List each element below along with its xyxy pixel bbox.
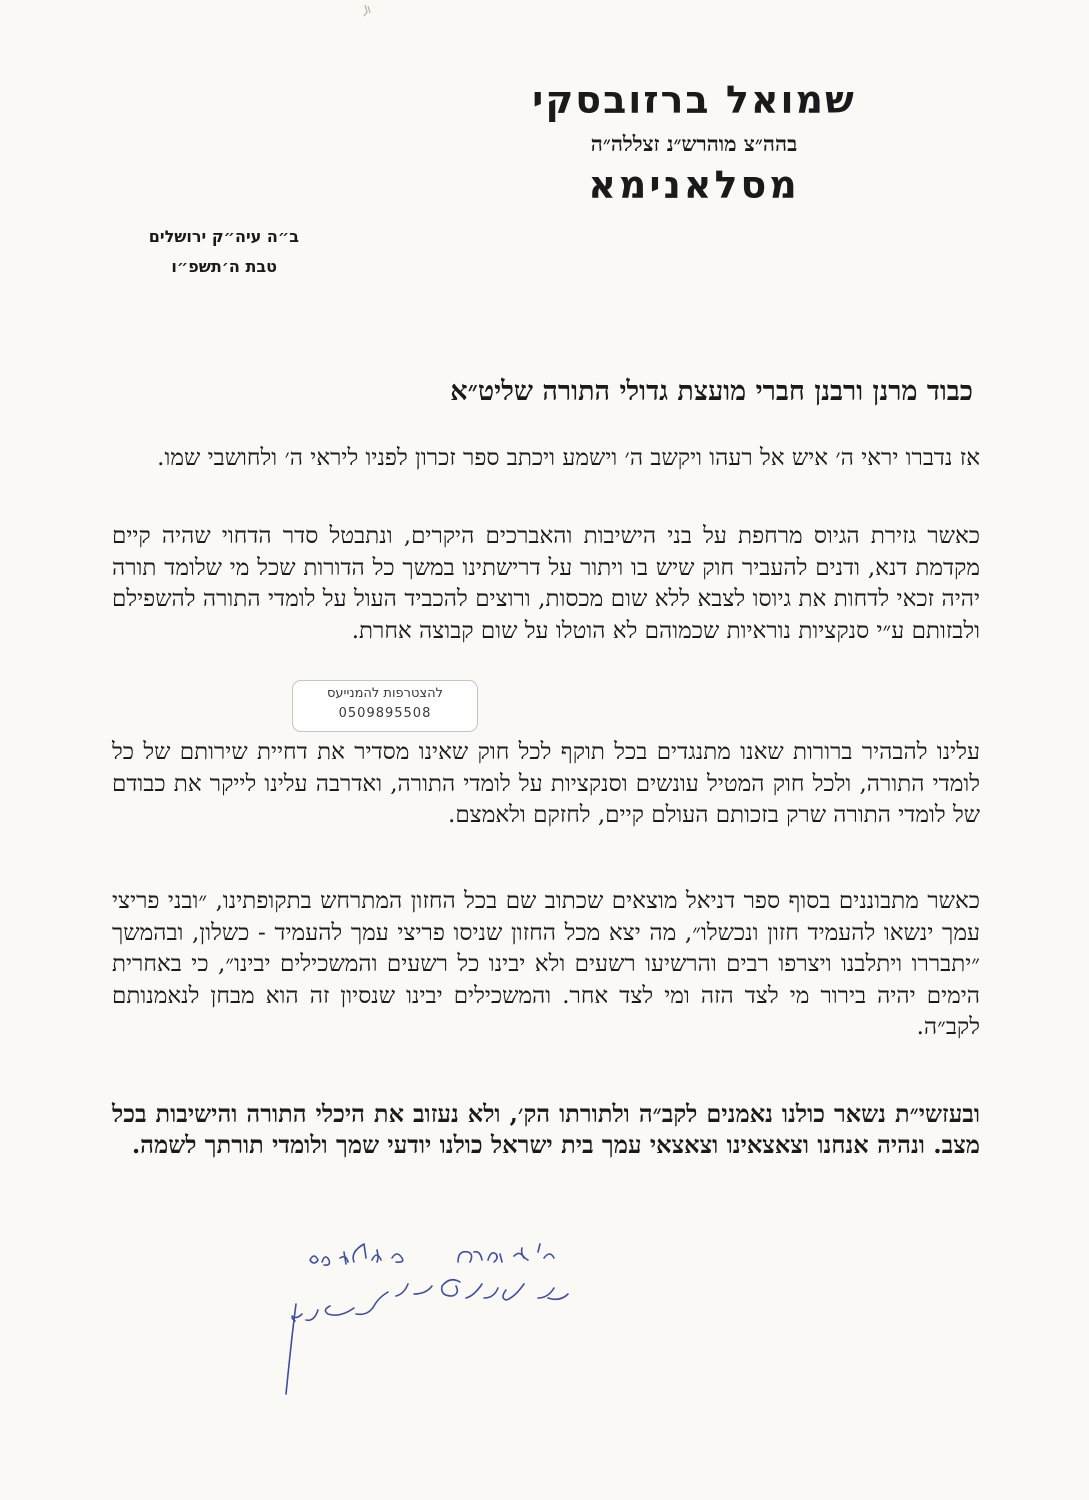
letterhead-lineage: בהה״צ מוהרש״נ זצללה״ה: [590, 131, 798, 156]
paragraph-4: כאשר מתבוננים בסוף ספר דניאל מוצאים שכתוב שם בכל החזון המתרחש בתקופתינו, ״ובני פריצי עמך ינשאו להעמיד חזון ונכשלו״, מה יצא מכל החזון שניסו פריצי עמך להעמיד - כשלון, ובהמשך ״יתבררו ויתלבנו ויצרפו רבים והרשיעו רשעים ולא יבינו כל רשעים והמשכילים יבינו״, כי באחרית הימים יהיה בירור מי לצד הזה ומי לצד אחר. והמשכילים יבינו שנסיון זה הוא מבחן לנאמנותם לקב״ה.: [112, 888, 980, 1040]
contact-stamp: [292, 680, 478, 732]
salutation: כבוד מרנן ורבנן חברי מועצת גדולי התורה שליט״א: [450, 376, 973, 407]
letterhead-place: מסלאנימא: [588, 163, 800, 207]
dateline-date: טבת ה׳תשפ״ו: [171, 257, 277, 276]
handwritten-signature: [262, 1222, 582, 1402]
signature-icon: [262, 1222, 582, 1402]
paragraph-1: אז נדברו יראי ה׳ איש אל רעהו ויקשב ה׳ וישמע ויכתב ספר זכרון לפניו ליראי ה׳ ולחושבי שמו.: [157, 445, 980, 471]
stamp-label: להצטרפות להמנייעס: [326, 686, 443, 701]
dateline: [99, 222, 299, 282]
letterhead: [484, 78, 904, 208]
corner-mark-icon: [362, 4, 374, 18]
paragraph-5: ובעזשי״ת נשאר כולנו נאמנים לקב״ה ולתורתו הק׳, ולא נעזוב את היכלי התורה והישיבות בכל מצב. ונהיה אנחנו וצאצאינו וצאצאי עמך בית ישראל כולנו יודעי שמך ולומדי תורתך לשמה.: [112, 1099, 980, 1159]
paragraph-3: עלינו להבהיר ברורות שאנו מתנגדים בכל תוקף לכל חוק שאינו מסדיר את דחיית שירותם של כל לומדי התורה, ולכל חוק המטיל עונשים וסנקציות על לומדי התורה, ואדרבה עלינו לייקר את כבודם של לומדי התורה שרק בזכותם העולם קיים, לחזקם ולאמצם.: [112, 739, 981, 828]
stamp-phone: 0509895508: [338, 706, 432, 721]
dateline-location: ב״ה עיה״ק ירושלים: [148, 227, 299, 246]
letterhead-name: שמואל ברזובסקי: [532, 78, 856, 122]
paragraph-2: כאשר גזירת הגיוס מרחפת על בני הישיבות והאברכים היקרים, ונתבטל סדר הדחוי שהיה קיים מקדמת דנא, ודנים להעביר חוק שיש בו ויתור על דרישתינו במשך כל הדורות שכל מי שלומד תורה יהיה זכאי לדחות את גיוסו לצבא ללא שום מכסות, ורוצים להכביד העול על לומדי התורה להשפילם ולבזותם ע״י סנקציות נוראיות שכמוהם לא הוטלו על שום קבוצה אחרת.: [112, 523, 980, 644]
